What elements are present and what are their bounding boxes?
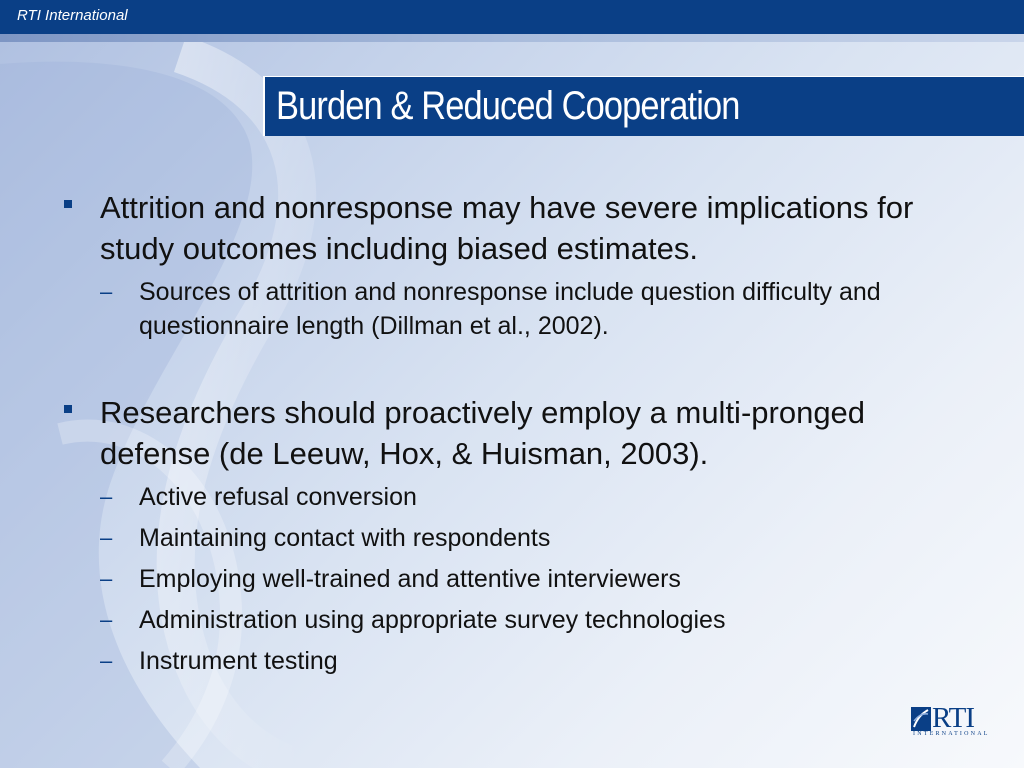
sub-bullet-item [100,480,959,514]
header-brand: RTI International [17,7,128,24]
sub-bullet-item [100,644,959,678]
dash-bullet-icon: – [100,566,113,591]
rti-logo-letters: RTI [932,702,974,734]
rti-logo-mark-icon [911,707,931,731]
slide-title: Burden & Reduced Cooperation [276,84,740,128]
sub-bullet-text: Active refusal conversion [139,483,417,511]
sub-bullet-text: Employing well-trained and attentive interviewers [139,565,681,593]
dash-bullet-icon: – [100,484,113,509]
bullet-text: Researchers should proactively employ a multi-pronged defense (de Leeuw, Hox, & Huisman, 2003). [100,395,866,471]
sub-bullet-text: Sources of attrition and nonresponse include question difficulty and questionnaire length (Dillman et al., 2002). [139,278,881,340]
bullet-item [100,392,980,474]
sub-bullet-item [100,562,959,596]
sub-bullet-item [100,275,959,343]
dash-bullet-icon: – [100,607,113,632]
dash-bullet-icon: – [100,648,113,673]
sub-bullet-item [100,603,959,637]
dash-bullet-icon: – [100,279,113,304]
dash-bullet-icon: – [100,525,113,550]
bullet-text: Attrition and nonresponse may have severe implications for study outcomes including biased estimates. [100,190,914,266]
bullet-item [100,187,980,269]
sub-bullet-text: Maintaining contact with respondents [139,524,551,552]
square-bullet-icon [64,405,72,413]
square-bullet-icon [64,200,72,208]
sub-bullet-item [100,521,959,555]
rti-logo [911,702,991,742]
sub-bullet-text: Instrument testing [139,647,338,675]
rti-logo-subtitle: INTERNATIONAL [913,731,990,737]
sub-bullet-text: Administration using appropriate survey technologies [139,606,726,634]
